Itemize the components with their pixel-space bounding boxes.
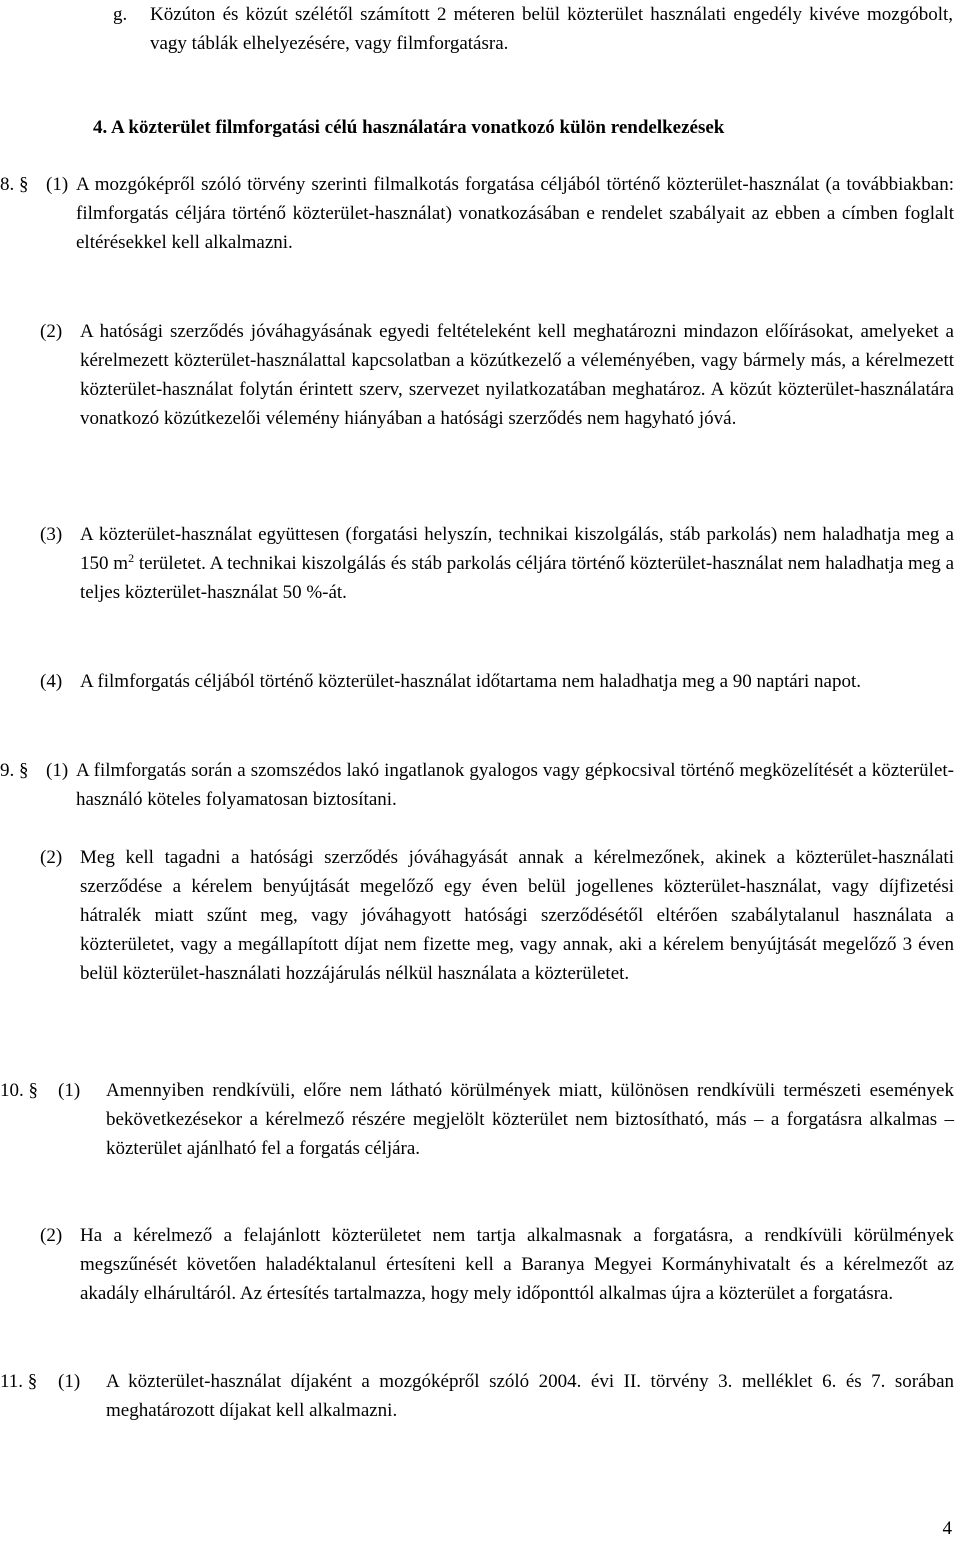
item-g-text: Közúton és közút szélétől számított 2 méteren belül közterület használati engedély kivéve mozgóbolt, vagy táblák elhelyezésére, vagy filmforgatásra. [150, 4, 953, 54]
section-10-number: 10. § [0, 1080, 38, 1101]
section-9-p1-text: A filmforgatás során a szomszédos lakó ingatlanok gyalogos vagy gépkocsival történő megközelítését a közterület-használó köteles folyamatosan biztosítani. [76, 760, 954, 810]
section-9-p2-label: (2) [40, 847, 63, 868]
section-10-p1-label: (1) [58, 1080, 81, 1101]
section-10-p2-label: (2) [40, 1225, 63, 1246]
section-8-p2-text: A hatósági szerződés jóváhagyásának egyedi feltételeként kell meghatározni mindazon előírásokat, amelyeket a kérelmezett közterület-használattal kapcsolatban a közútkezelő a véleményében, vagy bármely más, a kérelmezett közterület-használat folytán érintett szerv, szervezet nyilatkozatában meghatároz. A közút közterület-használatára vonatkozó közútkezelői vélemény hiányában a hatósági szerződés nem hagyható jóvá. [80, 321, 954, 429]
section-8-p1-label: (1) [46, 174, 69, 195]
section-11-number: 11. § [0, 1371, 38, 1392]
section-11-p1-label: (1) [58, 1371, 81, 1392]
section-8-p1-text: A mozgóképről szóló törvény szerinti filmalkotás forgatása céljából történő közterület-használat (a továbbiakban: filmforgatás céljára történő közterület-használat) vonatkozásában e rendelet szabályait az ebben a címben foglalt eltérésekkel kell alkalmazni. [76, 174, 954, 253]
section-8-p3-label: (3) [40, 524, 63, 545]
section-10-p1-text: Amennyiben rendkívüli, előre nem látható körülmények miatt, különösen rendkívüli természeti események bekövetkezésekor a kérelmező részére megjelölt közterület nem biztosítható, más – a forgatásra alkalmas – közterület ajánlható fel a forgatás céljára. [106, 1080, 954, 1159]
section-8-p2-label: (2) [40, 321, 63, 342]
section-8-p3-superscript: 2 [128, 551, 135, 565]
section-9-p2-text: Meg kell tagadni a hatósági szerződés jóváhagyását annak a kérelmezőnek, akinek a közterület-használati szerződése a kérelem benyújtását megelőző egy éven belül jogellenes közterület-használat, vagy díjfizetési hátralék miatt szűnt meg, vagy jóváhagyott hatósági szerződésétől eltérően szabálytalanul használata a közterületet, vagy a megállapított díjat nem fizette meg, vagy annak, aki a kérelem benyújtását megelőző 3 éven belül közterület-használati hozzájárulás nélkül használata a közterületet. [80, 847, 954, 984]
section-8-p3-text-b: területet. A technikai kiszolgálás és stáb parkolás céljára történő közterület-használat nem haladhatja meg a teljes közterület-használat 50 %-át. [80, 553, 955, 603]
section-9-p1-label: (1) [46, 760, 69, 781]
section-8-number: 8. § [0, 174, 29, 195]
section-8-p3-text-a: A közterület-használat együttesen (forgatási helyszín, technikai kiszolgálás, stáb parkolás) nem haladhatja meg a 150 m [80, 524, 954, 574]
section-8-p4-label: (4) [40, 671, 63, 692]
page-number: 4 [942, 1518, 952, 1539]
item-g-label: g. [113, 4, 128, 25]
section-10-p2-text: Ha a kérelmező a felajánlott közterületet nem tartja alkalmasnak a forgatásra, a rendkívüli körülmények megszűnését követően haladéktalanul értesíteni kell a Baranya Megyei Kormányhivatalt és a kérelmezőt az akadály elhárultáról. Az értesítés tartalmazza, hogy mely időponttól alkalmas újra a közterület a forgatásra. [80, 1225, 954, 1304]
section-11-p1-text: A közterület-használat díjaként a mozgóképről szóló 2004. évi II. törvény 3. melléklet 6. és 7. sorában meghatározott díjakat kell alkalmazni. [106, 1371, 954, 1421]
section-9-number: 9. § [0, 760, 29, 781]
section-8-p4-text: A filmforgatás céljából történő közterület-használat időtartama nem haladhatja meg a 90 naptári napot. [80, 671, 861, 692]
section-8-p1 [76, 170, 954, 257]
section-heading: 4. A közterület filmforgatási célú használatára vonatkozó külön rendelkezések [93, 117, 725, 138]
section-8-p3 [80, 520, 954, 607]
